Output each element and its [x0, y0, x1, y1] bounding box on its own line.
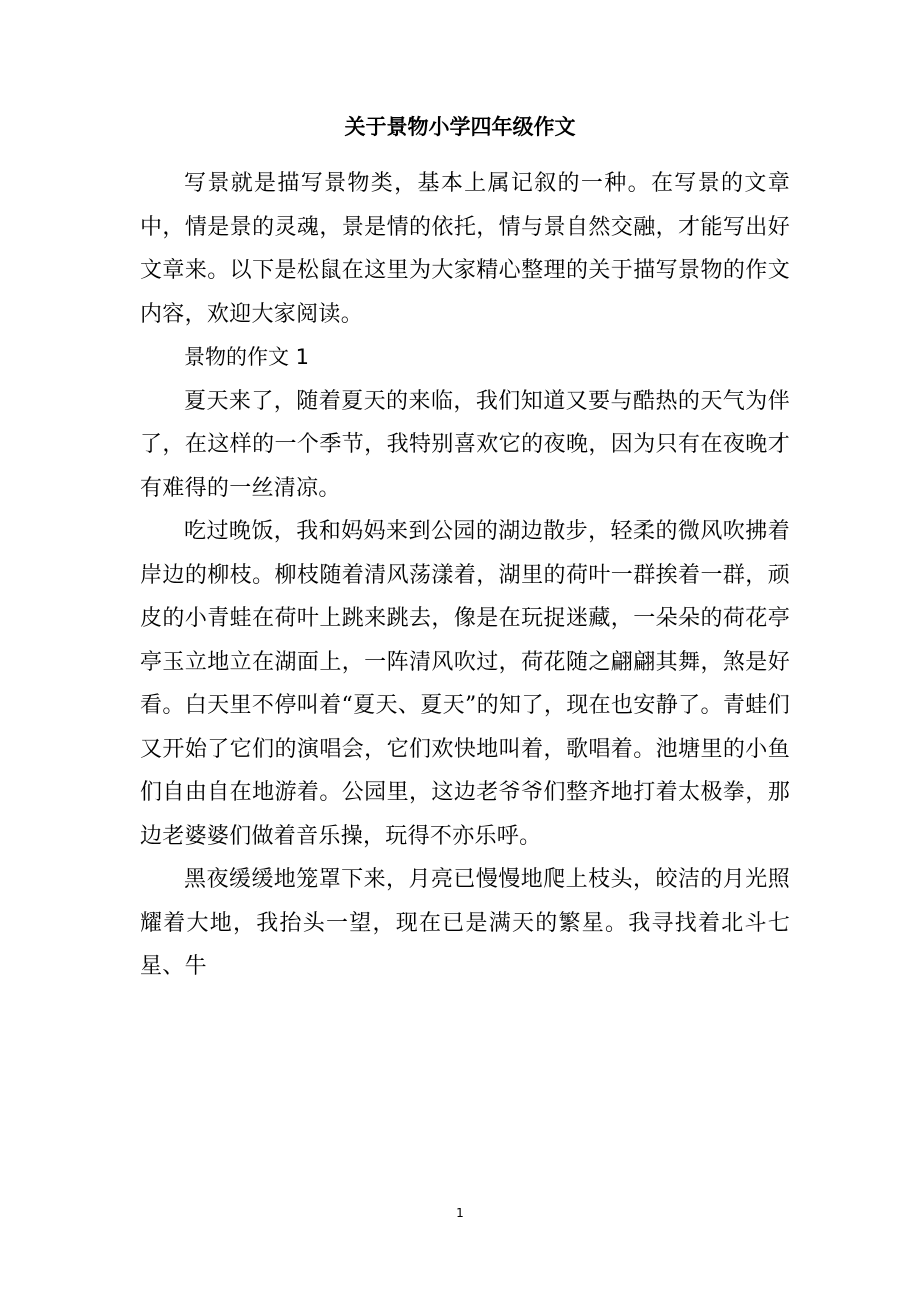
- section-heading: 景物的作文 1: [184, 345, 310, 369]
- intro-paragraph: 写景就是描写景物类，基本上属记叙的一种。在写景的文章中，情是景的灵魂，景是情的依托，情与景自然交融，才能写出好文章来。以下是松鼠在这里为大家精心整理的关于描写景物的作文内容，欢迎大家阅读。: [140, 171, 790, 327]
- document-title: 关于景物小学四年级作文: [344, 114, 576, 139]
- body-paragraph: 吃过晚饭，我和妈妈来到公园的湖边散步，轻柔的微风吹拂着岸边的柳枝。柳枝随着清风荡漾着，湖里的荷叶一群挨着一群，顽皮的小青蛙在荷叶上跳来跳去，像是在玩捉迷藏，一朵朵的荷花亭亭玉立地立在湖面上，一阵清风吹过，荷花随之翩翩其舞，煞是好看。白天里不停叫着“夏天、夏天”的知了，现在也安静了。青蛙们又开始了它们的演唱会，它们欢快地叫着，歌唱着。池塘里的小鱼们自由自在地游着。公园里，这边老爷爷们整齐地打着太极拳，那边老婆婆们做着音乐操，玩得不亦乐呼。: [140, 519, 790, 849]
- page-number: 1: [456, 1206, 464, 1220]
- document-body: [140, 162, 790, 989]
- body-paragraph: 夏天来了，随着夏天的来临，我们知道又要与酷热的天气为伴了，在这样的一个季节，我特别喜欢它的夜晚，因为只有在夜晚才有难得的一丝清凉。: [140, 388, 790, 501]
- body-paragraph: 黑夜缓缓地笼罩下来，月亮已慢慢地爬上枝头，皎洁的月光照耀着大地，我抬头一望，现在已是满天的繁星。我寻找着北斗七星、牛: [140, 867, 790, 979]
